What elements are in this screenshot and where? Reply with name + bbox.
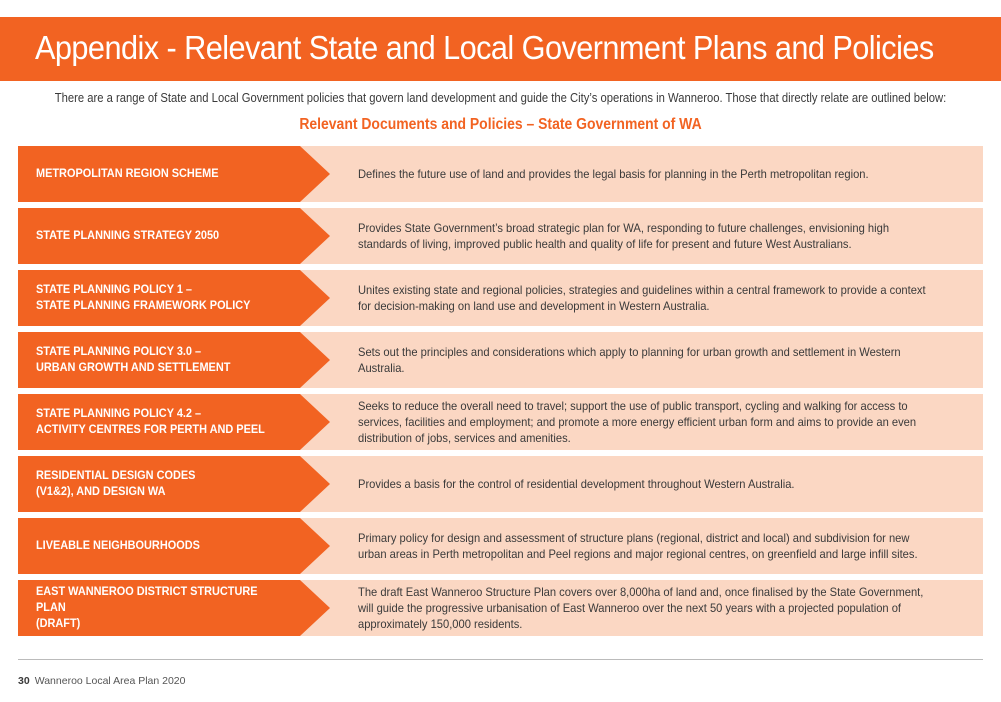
policy-row [18,332,983,388]
policy-description: The draft East Wanneroo Structure Plan covers over 8,000ha of land and, once finalised by the State Government, will guide the progressive urbanisation of East Wanneroo over the next 50 years with a projected population of approximately 150,000 residents. [358,585,924,631]
policy-description: Unites existing state and regional policies, strategies and guidelines within a central framework to provide a context for decision-making on land use and development in Western Australia. [358,283,926,313]
policy-row [18,518,983,574]
policy-label-box [18,146,300,202]
policy-row [18,580,983,636]
policy-label-box [18,580,300,636]
policy-row [18,270,983,326]
policy-description: Primary policy for design and assessment of structure plans (regional, district and local) and subdivision for new urban areas in Perth metropolitan and Peel regions and major regional centres, on greenfield and large infill sites. [358,531,918,561]
arrow-icon [300,394,330,450]
policy-label: STATE PLANNING POLICY 4.2 – ACTIVITY CENTRES FOR PERTH AND PEEL [36,408,265,436]
policy-label-box [18,394,300,450]
page-footer [18,675,186,687]
arrow-icon [300,518,330,574]
arrow-icon [300,146,330,202]
arrow-icon [300,456,330,512]
document-title: Wanneroo Local Area Plan 2020 [34,675,186,687]
policy-description-box [358,208,983,264]
policy-description-box [358,270,983,326]
policy-label: METROPOLITAN REGION SCHEME [36,168,219,180]
policy-description-box [358,394,983,450]
policy-label-box [18,208,300,264]
policy-description-box [358,580,983,636]
policy-description-box [358,518,983,574]
policy-description-box [358,332,983,388]
title-bar [0,17,1001,81]
policy-label: LIVEABLE NEIGHBOURHOODS [36,540,200,552]
policy-description: Defines the future use of land and provides the legal basis for planning in the Perth metropolitan region. [358,167,869,181]
policy-label-box [18,518,300,574]
policy-description: Provides State Government’s broad strategic plan for WA, responding to future challenges, envisioning high standards of living, improved public health and quality of life for present and future West Australians. [358,221,890,251]
policy-label: STATE PLANNING STRATEGY 2050 [36,230,220,242]
policy-label: RESIDENTIAL DESIGN CODES (V1&2), AND DESIGN WA [36,470,196,498]
policy-description-box [358,146,983,202]
footer-divider [18,659,983,660]
arrow-icon [300,332,330,388]
arrow-icon [300,580,330,636]
policy-label: STATE PLANNING POLICY 3.0 – URBAN GROWTH AND SETTLEMENT [36,346,231,374]
arrow-icon [300,270,330,326]
policy-label: EAST WANNEROO DISTRICT STRUCTURE PLAN (DRAFT) [36,586,258,630]
policy-description: Sets out the principles and considerations which apply to planning for urban growth and settlement in Western Australia. [358,345,901,375]
policy-label-box [18,332,300,388]
policy-list [18,146,983,642]
policy-description: Provides a basis for the control of residential development throughout Western Australia. [358,477,795,491]
intro-text: There are a range of State and Local Government policies that govern land development and guide the City’s operations in Wanneroo. Those that directly relate are outlined below: [54,91,947,105]
policy-description-box [358,456,983,512]
policy-row [18,208,983,264]
arrow-icon [300,208,330,264]
page-title: Appendix - Relevant State and Local Government Plans and Policies [35,29,934,66]
policy-label: STATE PLANNING POLICY 1 – STATE PLANNING FRAMEWORK POLICY [36,284,251,312]
policy-row [18,394,983,450]
policy-label-box [18,270,300,326]
policy-row [18,456,983,512]
section-heading: Relevant Documents and Policies – State Government of WA [299,116,702,133]
page-number: 30 [18,675,30,687]
policy-description: Seeks to reduce the overall need to travel; support the use of public transport, cycling and walking for access to services, facilities and employment; and promote a more energy efficient urban form and aims to provide an even distribution of jobs, services and amenities. [358,399,917,445]
policy-label-box [18,456,300,512]
policy-row [18,146,983,202]
